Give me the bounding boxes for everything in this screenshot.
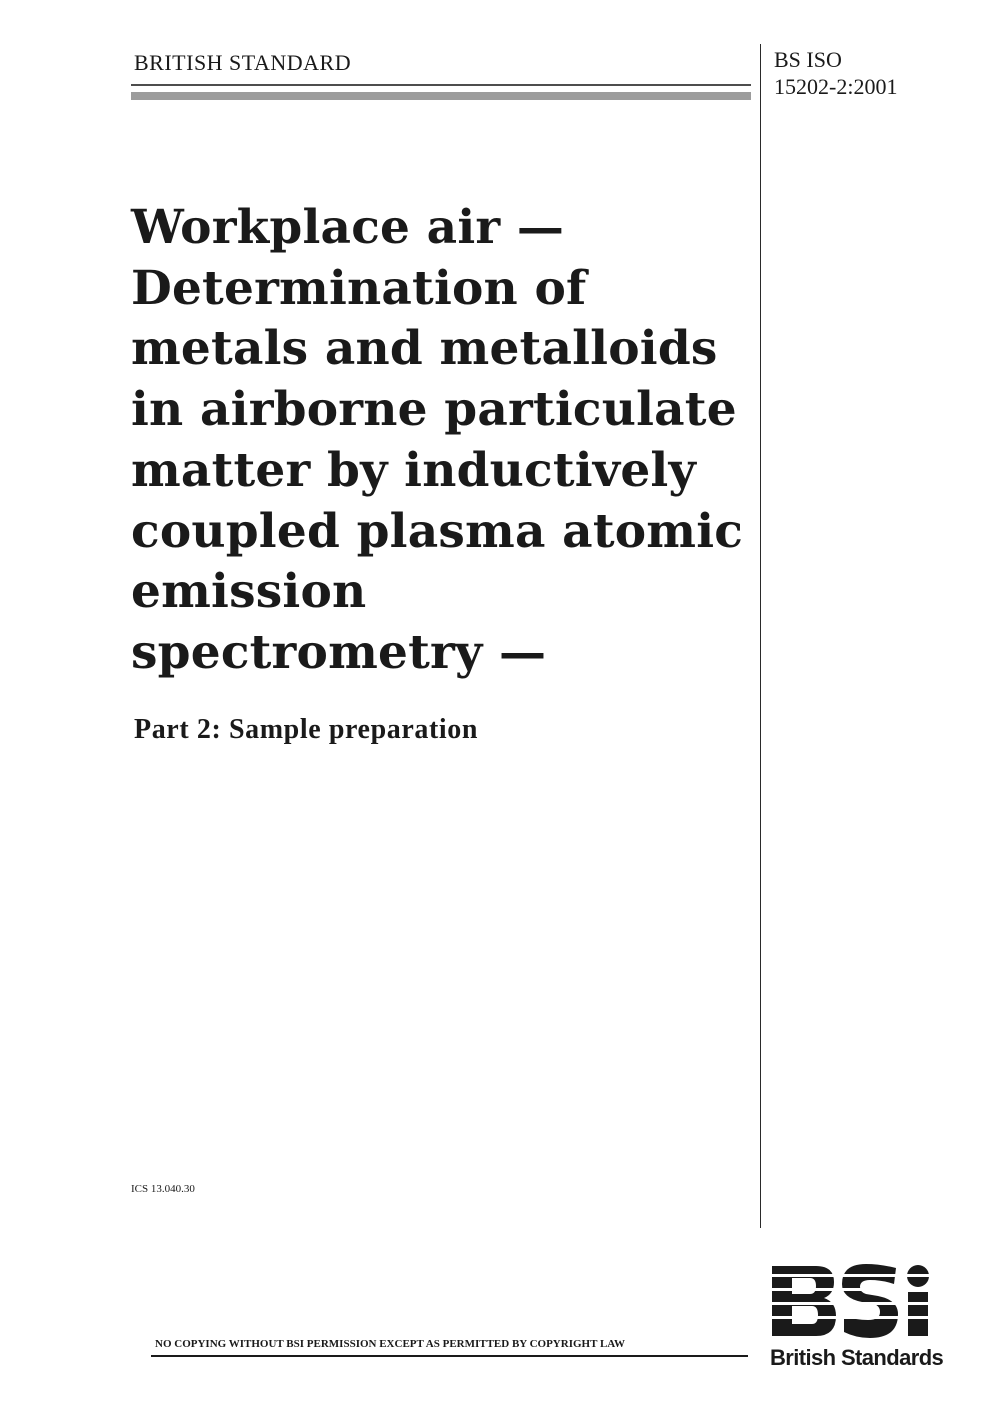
header-rule-thin: [131, 84, 751, 86]
header-rule-thick: [131, 92, 751, 100]
title-line: Workplace air —: [131, 200, 565, 255]
footer-rule: [151, 1355, 748, 1357]
bsi-logo-caption: British Standards: [770, 1345, 944, 1370]
standard-number-line: 15202-2:2001: [774, 74, 898, 99]
ics-code: ICS 13.040.30: [131, 1183, 195, 1195]
title-line: metals and metalloids: [131, 321, 718, 377]
header-label: BRITISH STANDARD: [134, 50, 352, 75]
title-line: in airborne particulate: [131, 382, 737, 438]
document-title: [131, 198, 751, 684]
title-line: matter by inductively: [131, 442, 696, 498]
title-line: coupled plasma atomic: [131, 503, 744, 559]
standard-number-line: BS ISO: [774, 47, 842, 72]
vertical-divider: [760, 44, 761, 1228]
copyright-note: NO COPYING WITHOUT BSI PERMISSION EXCEPT AS PERMITTED BY COPYRIGHT LAW: [155, 1338, 626, 1350]
title-line: spectrometry —: [131, 624, 547, 680]
part-subtitle: Part 2: Sample preparation: [134, 714, 479, 745]
title-line: emission: [131, 564, 367, 620]
standard-number: [774, 46, 897, 100]
bsi-logo-mark: [770, 1262, 954, 1342]
title-line: Determination of: [131, 260, 587, 316]
